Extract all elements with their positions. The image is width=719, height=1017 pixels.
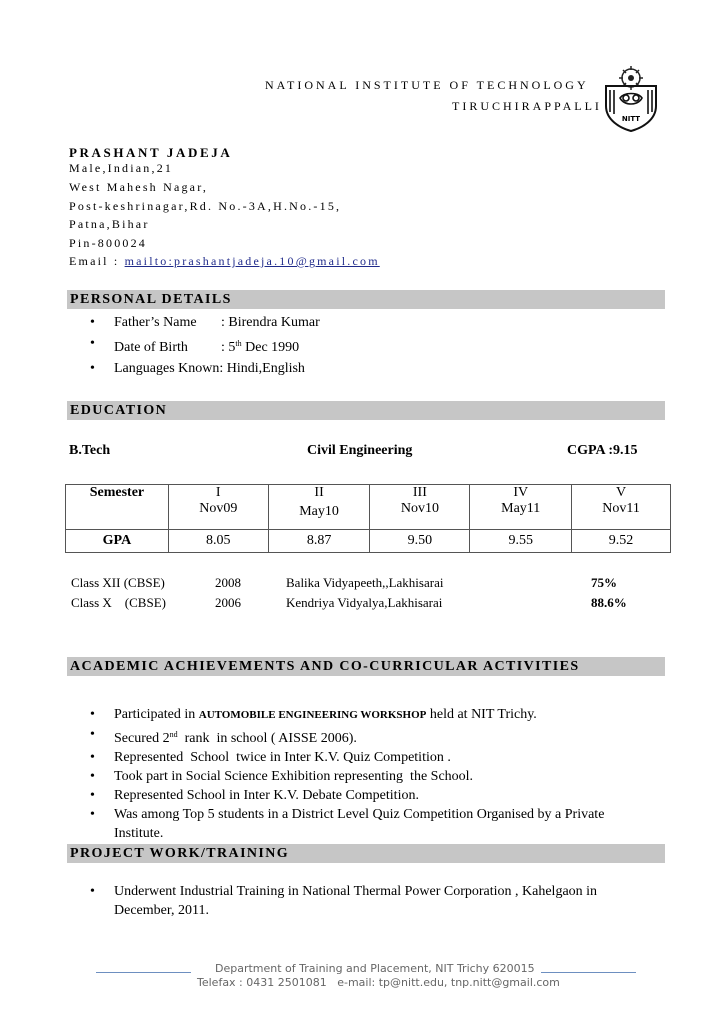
list-item: • Underwent Industrial Training in National Thermal Power Corporation , Kahelgaon in December, 2011. (70, 882, 597, 920)
class-x-label: Class X (CBSE) (71, 595, 166, 610)
list-item (70, 333, 320, 358)
workshop-name: AUTOMOBILE ENGINEERING WORKSHOP (198, 709, 427, 721)
class-xii-score: 75% (591, 575, 617, 590)
gpa-cell: 8.05 (168, 530, 268, 553)
list-item: • Participated in AUTOMOBILE ENGINEERING WORKSHOP held at NIT Trichy. (70, 705, 604, 725)
father-value: : Birendra Kumar (221, 315, 320, 330)
address-line-2: Post-keshrinagar,Rd. No.-3A,H.No.-15, (69, 199, 342, 213)
gpa-header: GPA (66, 530, 169, 553)
logo-text: NITT (621, 115, 641, 123)
semester-header: Semester (66, 485, 169, 530)
cgpa: CGPA :9.15 (567, 443, 638, 458)
pin-code: Pin-800024 (69, 236, 148, 250)
father-label: Father’s Name (114, 315, 197, 330)
languages-label: Languages Known: (114, 361, 227, 376)
project-heading: PROJECT WORK/TRAINING (67, 844, 665, 863)
gpa-cell: 9.52 (572, 530, 671, 553)
address-line-3: Patna,Bihar (69, 217, 150, 231)
list-item: • Represented School in Inter K.V. Debate Competition. (70, 786, 604, 805)
class-xii-year: 2008 (215, 575, 241, 590)
education-heading: EDUCATION (67, 401, 665, 420)
institute-city: TIRUCHIRAPPALLI (452, 99, 602, 113)
class-x-score: 88.6% (591, 595, 627, 610)
semester-cell: IV May11 (470, 485, 572, 530)
address-line-1: West Mahesh Nagar, (69, 180, 209, 194)
achievements-heading: ACADEMIC ACHIEVEMENTS AND CO-CURRICULAR ACTIVITIES (67, 657, 665, 676)
list-item: • Secured 2nd rank in school ( AISSE 2006). (70, 725, 604, 748)
candidate-name: PRASHANT JADEJA (69, 145, 233, 160)
list-item: • Was among Top 5 students in a District Level Quiz Competition Organised by a Private Institute. (70, 805, 604, 843)
achievements-list (70, 705, 604, 843)
personal-details-list (70, 312, 320, 379)
class-xii-label: Class XII (CBSE) (71, 575, 165, 590)
branch: Civil Engineering (307, 443, 413, 458)
email-row (69, 254, 380, 269)
gpa-cell: 9.50 (370, 530, 470, 553)
project-list (70, 882, 597, 920)
footer-department: Department of Training and Placement, NIT Trichy 620015 (215, 962, 535, 975)
class-x-school: Kendriya Vidyalya,Lakhisarai (286, 595, 443, 610)
candidate-profile: Male,Indian,21 (69, 161, 174, 175)
dob-rest: Dec 1990 (241, 340, 300, 355)
semester-cell: I Nov09 (168, 485, 268, 530)
dob-value: : 5 (221, 340, 236, 355)
list-item: • Took part in Social Science Exhibition representing the School. (70, 767, 604, 786)
semester-cell: V Nov11 (572, 485, 671, 530)
footer-rule-right (541, 972, 636, 973)
semester-cell: III Nov10 (370, 485, 470, 530)
email-label: Email : (69, 254, 125, 268)
class-x-year: 2006 (215, 595, 241, 610)
semester-cell: II May10 (268, 485, 370, 530)
semester-gpa-table (65, 484, 671, 553)
gpa-cell: 9.55 (470, 530, 572, 553)
list-item (70, 312, 320, 333)
gpa-cell: 8.87 (268, 530, 370, 553)
dob-label: Date of Birth (114, 340, 188, 355)
institute-name: NATIONAL INSTITUTE OF TECHNOLOGY (265, 78, 589, 92)
list-item: • Represented School twice in Inter K.V. Quiz Competition . (70, 748, 604, 767)
dob-suffix: th (235, 339, 242, 348)
email-link[interactable]: mailto:prashantjadeja.10@gmail.com (124, 254, 380, 268)
list-item (70, 358, 320, 379)
personal-details-heading: PERSONAL DETAILS (67, 290, 665, 309)
degree: B.Tech (69, 443, 111, 458)
languages-value: Hindi,English (226, 361, 305, 376)
class-xii-school: Balika Vidyapeeth,,Lakhisarai (286, 575, 444, 590)
nitt-emblem-icon (600, 66, 662, 132)
footer-contact: Telefax : 0431 2501081 e-mail: tp@nitt.edu, tnp.nitt@gmail.com (197, 976, 560, 989)
footer-rule-left (96, 972, 191, 973)
